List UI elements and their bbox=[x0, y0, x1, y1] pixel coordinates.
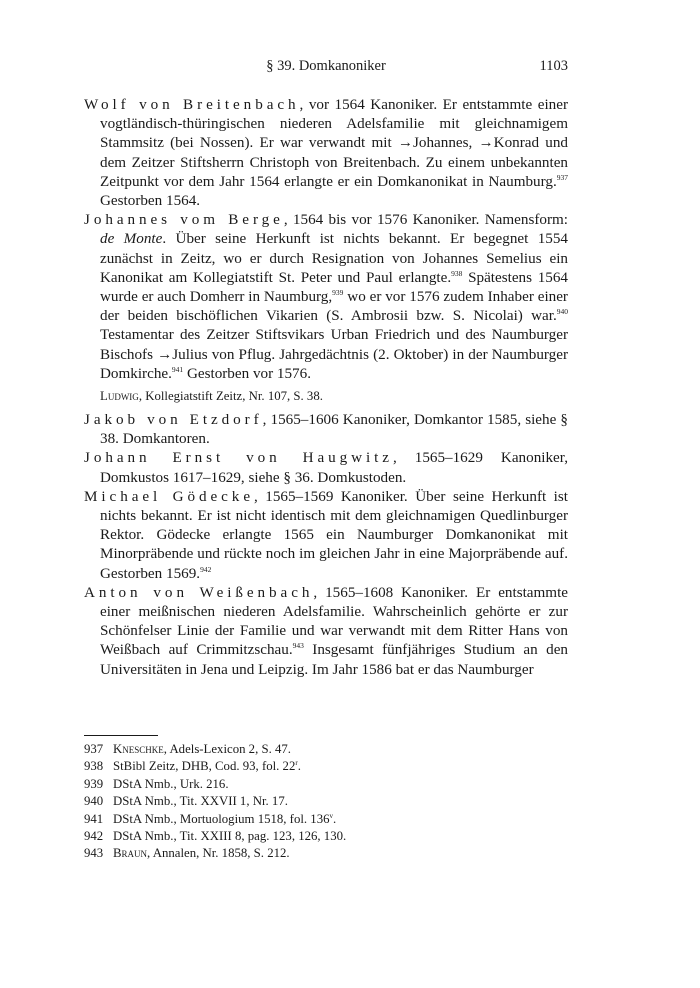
footnote-author: Kneschke bbox=[113, 742, 164, 756]
entry-name: Michael Gödecke bbox=[84, 487, 254, 505]
main-text bbox=[84, 95, 568, 679]
entry-anton-von-weissenbach bbox=[84, 583, 568, 679]
entry-text: Testamentar des Zeitzer Stiftsvikars Urban Friedrich und des Naumburger Bischofs →Julius von Pflug. Jahrgedächtnis (2. Oktober) in der Naumburger Domkirche. bbox=[100, 326, 568, 382]
footnote-text: , Annalen, Nr. 1858, S. 212. bbox=[147, 846, 290, 861]
footnote-ref[interactable]: 942 bbox=[200, 564, 212, 574]
entry-johannes-vom-berge bbox=[84, 210, 568, 383]
footnote-ref[interactable]: 943 bbox=[292, 641, 304, 651]
footnote-author: Braun bbox=[113, 846, 148, 861]
footnote-number: 940 bbox=[84, 794, 104, 809]
footnote-text: DStA Nmb., Tit. XXVII 1, Nr. 17. bbox=[113, 794, 288, 809]
footnote-ref[interactable]: 937 bbox=[556, 172, 568, 182]
footnote-text: StBibl Zeitz, DHB, Cod. 93, fol. 22 bbox=[113, 759, 296, 774]
running-title: § 39. Domkanoniker bbox=[266, 58, 386, 74]
footnote-942 bbox=[84, 828, 568, 845]
entry-jakob-von-etzdorf bbox=[84, 410, 568, 448]
entry-text: . Über seine Herkunft ist nichts bekannt. Er begegnet 1554 zunächst in Zeitz, wo er durch Resignation von Johannes Semelius ein Kanonikat am Kollegiatstift St. Peter und Paul erlangte. bbox=[100, 230, 568, 286]
entry-text: Insgesamt fünfjähriges Studium an den Universitäten in Jena und Leipzig. Im Jahr 1586 bat er das Naumburger bbox=[100, 641, 568, 678]
literature-author: Ludwig bbox=[100, 389, 139, 404]
footnote-text: DStA Nmb., Tit. XXIII 8, pag. 123, 126, 130. bbox=[113, 829, 347, 844]
footnote-ref[interactable]: 939 bbox=[332, 288, 344, 298]
entry-name: Jakob von Etzdorf bbox=[84, 411, 263, 429]
footnotes bbox=[84, 741, 568, 863]
footnote-ref[interactable]: 938 bbox=[451, 268, 463, 278]
footnote-number: 943 bbox=[84, 846, 104, 861]
footnote-940 bbox=[84, 793, 568, 810]
footnote-text: , Adels-Lexicon 2, S. 47. bbox=[163, 742, 291, 756]
footnote-text-end: . bbox=[297, 759, 301, 774]
footnote-text: DStA Nmb., Urk. 216. bbox=[113, 776, 229, 791]
entry-text: Gestorben vor 1576. bbox=[183, 364, 311, 382]
folio-side: r bbox=[295, 759, 298, 768]
entry-name: Anton von Weißenbach bbox=[84, 583, 314, 601]
footnote-937 bbox=[84, 741, 568, 758]
entry-text: , 1565–1606 Kanoniker, Domkantor 1585, siehe § 38. Domkantoren. bbox=[100, 411, 569, 448]
footnote-text: DStA Nmb., Mortuologium 1518, fol. 136 bbox=[113, 811, 330, 826]
entry-text: , 1565–1608 Kanoniker. Er entstammte einer meißnischen niederen Adelsfamilie. Wahrscheinlich gehörte er zur Schönfelser Linie der Familie und war verwandt mit dem Ritter Hans von Weißbach auf Crimmitzschau. bbox=[100, 583, 568, 659]
entry-text: Spätestens 1564 wurde er auch Domherr in Naumburg, bbox=[100, 268, 568, 306]
entry-johann-ernst-von-haugwitz bbox=[84, 448, 568, 486]
entry-text: wo er vor 1576 zudem Inhaber einer der beiden bischöflichen Vikarien (S. Ambrosii bzw. S. Nicolai) war. bbox=[100, 288, 568, 325]
footnote-text-end: . bbox=[333, 811, 337, 826]
footnote-number: 938 bbox=[84, 759, 104, 774]
footnote-divider bbox=[84, 735, 158, 736]
footnote-number: 937 bbox=[84, 742, 104, 756]
entry-text: , vor 1564 Kanoniker. Er entstammte einer vogtländisch-thüringischen niederen Adelsfamilie mit gleichnamigem Stammsitz (bei Nossen). Er war verwandt mit →Johannes, →Konrad und dem Zeitzer Stiftsherrn Christoph von Breitenbach. Zu einem unbekannten Zeitpunkt vor dem Jahr 1564 erlangte er ein Domkanonikat in Naumburg. bbox=[100, 96, 568, 190]
entry-name: Johann Ernst von Haugwitz bbox=[84, 449, 393, 467]
footnote-939 bbox=[84, 776, 568, 793]
entry-text: Gestorben 1564. bbox=[100, 192, 201, 210]
entry-text: , 1565–1629 Kanoniker, Domkustos 1617–1629, siehe § 36. Domkustoden. bbox=[100, 449, 568, 486]
footnote-ref[interactable]: 941 bbox=[171, 364, 184, 374]
page-header bbox=[84, 58, 568, 78]
entry-name: Wolf von Breitenbach bbox=[84, 96, 300, 113]
name-form-italic: de Monte bbox=[100, 230, 163, 248]
entry-wolf-von-breitenbach bbox=[84, 95, 568, 210]
footnote-ref[interactable]: 940 bbox=[556, 307, 568, 317]
entry-name: Johannes vom Berge bbox=[84, 211, 284, 229]
footnote-941 bbox=[84, 811, 568, 828]
footnote-943 bbox=[84, 845, 568, 862]
page-number: 1103 bbox=[539, 58, 568, 74]
footnote-number: 942 bbox=[84, 829, 104, 844]
entry-text: , 1564 bis vor 1576 Kanoniker. Namensform: bbox=[283, 211, 568, 229]
footnote-number: 939 bbox=[84, 776, 104, 791]
folio-side: v bbox=[329, 811, 333, 820]
footnote-938 bbox=[84, 758, 568, 775]
literature-reference bbox=[84, 388, 568, 405]
entry-text: , 1565–1569 Kanoniker. Über seine Herkunft ist nichts bekannt. Er ist nicht identisch mit dem gleichnamigen Quedlinburger Rektor. Gödecke erlangte 1565 ein Naumburger Domkanonikat mit Minorpräbende und rückte noch im gleichen Jahr in eine Majorpräbende auf. Gestorben 1569. bbox=[100, 487, 568, 582]
entry-michael-goedecke bbox=[84, 487, 568, 583]
footnote-number: 941 bbox=[84, 811, 104, 826]
literature-text: , Kollegiatstift Zeitz, Nr. 107, S. 38. bbox=[138, 389, 323, 404]
